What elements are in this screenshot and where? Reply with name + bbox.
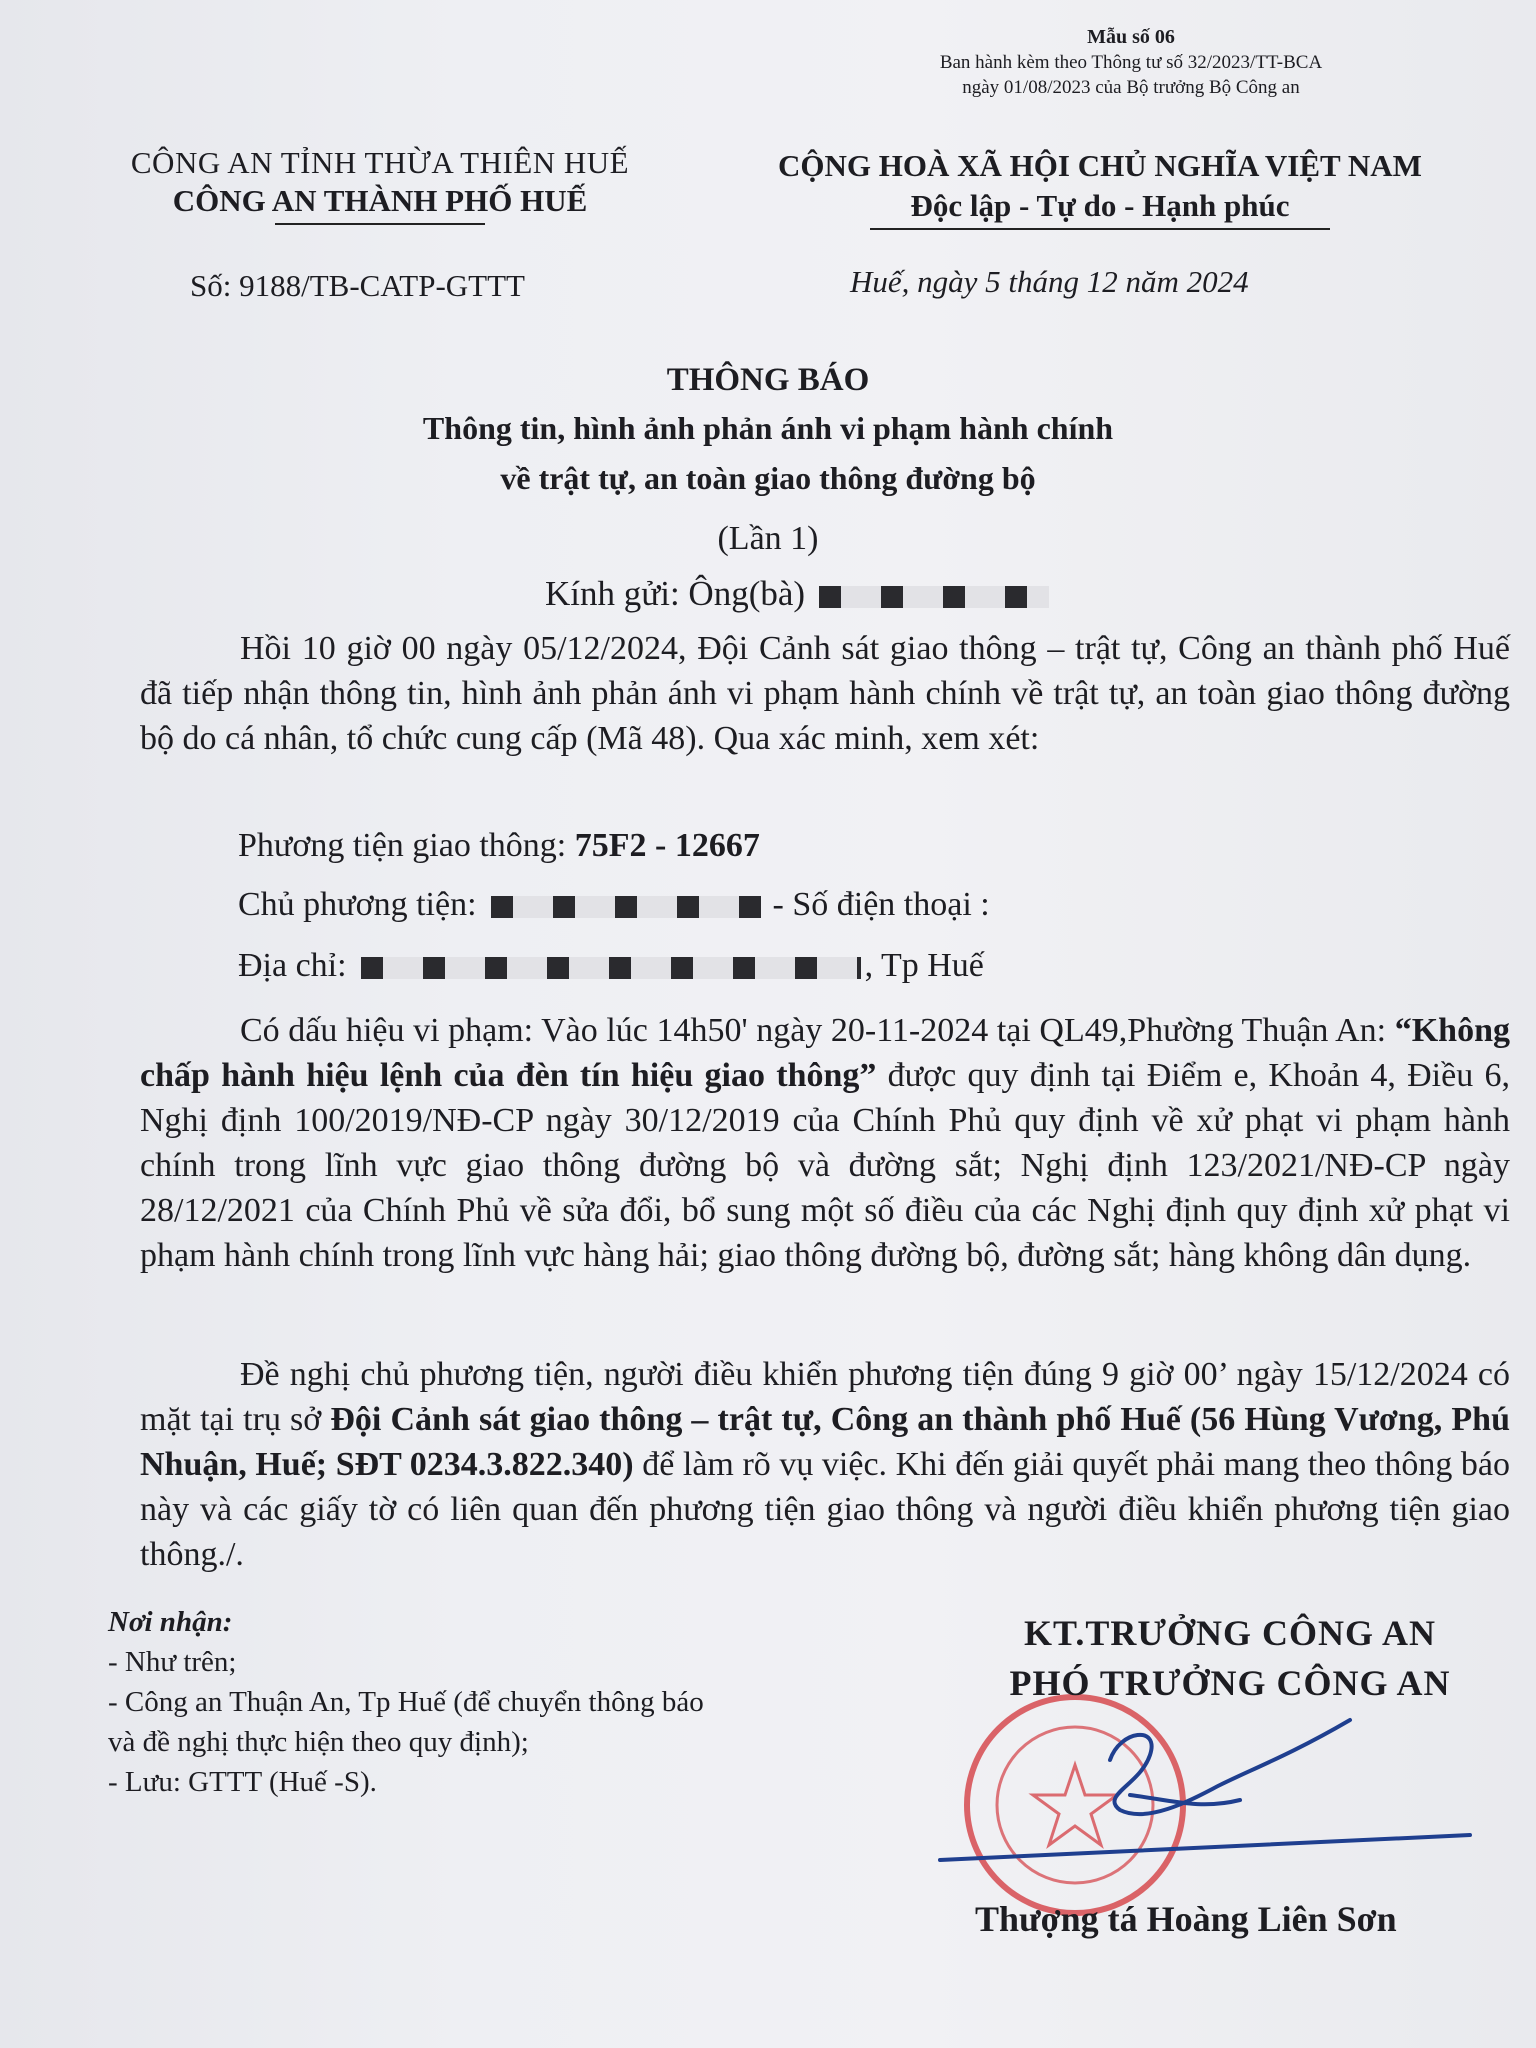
request-rest: để làm rõ vụ việc. Khi đến giải quyết phải mang theo thông báo này và các giấy tờ có liên quan đến phương tiện giao thông và người điều khiển phương tiện giao thông./.: [140, 1446, 1510, 1573]
greeting: [545, 574, 1049, 614]
recipient-item: - Như trên;: [108, 1646, 237, 1678]
document-date: Huế, ngày 5 tháng 12 năm 2024: [850, 264, 1249, 299]
redacted-name: [819, 586, 1049, 608]
notice-iteration: (Lần 1): [717, 520, 819, 557]
signature-block: [960, 1608, 1500, 1708]
document-subtitle-2: về trật tự, an toàn giao thông đường bộ: [500, 460, 1036, 496]
recipients-block: [108, 1602, 704, 1802]
violation-intro: Có dấu hiệu vi phạm: Vào lúc 14h50' ngày 20-11-2024 tại QL49,Phường Thuận An:: [240, 1012, 1395, 1049]
national-header: [720, 148, 1480, 230]
form-number: Mẫu số 06: [1087, 26, 1175, 48]
recipients-heading: Nơi nhận:: [108, 1606, 233, 1638]
motto-underline: [870, 228, 1330, 230]
agency-parent: CÔNG AN TỈNH THỪA THIÊN HUẾ: [130, 145, 630, 180]
redacted-address: [361, 957, 861, 979]
form-issued-line1: Ban hành kèm theo Thông tư số 32/2023/TT-BCA: [939, 52, 1323, 73]
nation-motto: Độc lập - Tự do - Hạnh phúc: [910, 188, 1290, 223]
form-issued-line2: ngày 01/08/2023 của Bộ trưởng Bộ Công an: [962, 77, 1300, 98]
recipient-item: - Lưu: GTTT (Huế -S).: [108, 1766, 377, 1798]
greeting-text: Kính gửi: Ông(bà): [545, 574, 806, 613]
address-line: [238, 947, 984, 985]
paragraph-intro: Hồi 10 giờ 00 ngày 05/12/2024, Đội Cảnh sát giao thông – trật tự, Công an thành phố Huế đã tiếp nhận thông tin, hình ảnh phản ánh vi phạm hành chính về trật tự, an toàn giao thông đường bộ do cá nhân, tổ chức cung cấp (Mã 48). Qua xác minh, xem xét:: [140, 630, 1510, 757]
vehicle-line: [238, 827, 760, 865]
address-city: , Tp Huế: [864, 947, 984, 984]
address-label: Địa chỉ:: [238, 947, 347, 984]
recipient-item-cont: và đề nghị thực hiện theo quy định);: [108, 1726, 529, 1758]
document-title: THÔNG BÁO: [666, 362, 870, 398]
paragraph-request: [140, 1352, 1510, 1577]
license-plate: 75F2 - 12667: [574, 827, 760, 864]
violation-name: “Không chấp hành hiệu lệnh của đèn tín hiệu giao thông”: [140, 1012, 1510, 1094]
phone-label: - Số điện thoại :: [772, 886, 990, 923]
recipient-item: - Công an Thuận An, Tp Huế (để chuyển thông báo: [108, 1686, 704, 1718]
vehicle-label: Phương tiện giao thông:: [238, 827, 575, 864]
document-subtitle-1: Thông tin, hình ảnh phản ánh vi phạm hành chính: [422, 410, 1114, 446]
request-office: Đội Cảnh sát giao thông – trật tự, Công an thành phố Huế (56 Hùng Vương, Phú Nhuận, Huế; SĐT 0234.3.822.340): [140, 1401, 1510, 1483]
handwritten-signature: [1090, 1700, 1390, 1830]
document-number: Số: 9188/TB-CATP-GTTT: [190, 268, 525, 303]
agency-underline: [275, 223, 485, 225]
owner-line: [238, 886, 990, 924]
agency-name: CÔNG AN THÀNH PHỐ HUẾ: [172, 183, 588, 218]
request-intro: Đề nghị chủ phương tiện, người điều khiển phương tiện đúng 9 giờ 00’ ngày 15/12/2024 có mặt tại trụ sở: [140, 1356, 1510, 1438]
paragraph-violation: [140, 1008, 1510, 1278]
issuing-agency: [80, 145, 680, 225]
signature-position: PHÓ TRƯỞNG CÔNG AN: [1009, 1663, 1451, 1703]
nation-title: CỘNG HOÀ XÃ HỘI CHỦ NGHĨA VIỆT NAM: [778, 148, 1422, 183]
signature-stroke: [935, 1830, 1475, 1870]
violation-legal-basis: được quy định tại Điểm e, Khoản 4, Điều 6, Nghị định 100/2019/NĐ-CP ngày 30/12/2019 của Chính Phủ quy định về xử phạt vi phạm hành chính trong lĩnh vực giao thông đường bộ và đường sắt; Nghị định 123/2021/NĐ-CP ngày 28/12/2021 của Chính Phủ về sửa đổi, bổ sung một số điều của các Nghị định quy định xử phạt vi phạm hành chính trong lĩnh vực hàng hải; giao thông đường bộ, đường sắt; hàng không dân dụng.: [140, 1057, 1510, 1274]
redacted-owner: [491, 896, 761, 918]
signature-authority: KT.TRƯỞNG CÔNG AN: [1023, 1613, 1436, 1653]
owner-label: Chủ phương tiện:: [238, 886, 477, 923]
form-header: [851, 25, 1411, 100]
signer-name: Thượng tá Hoàng Liên Sơn: [975, 1899, 1397, 1939]
